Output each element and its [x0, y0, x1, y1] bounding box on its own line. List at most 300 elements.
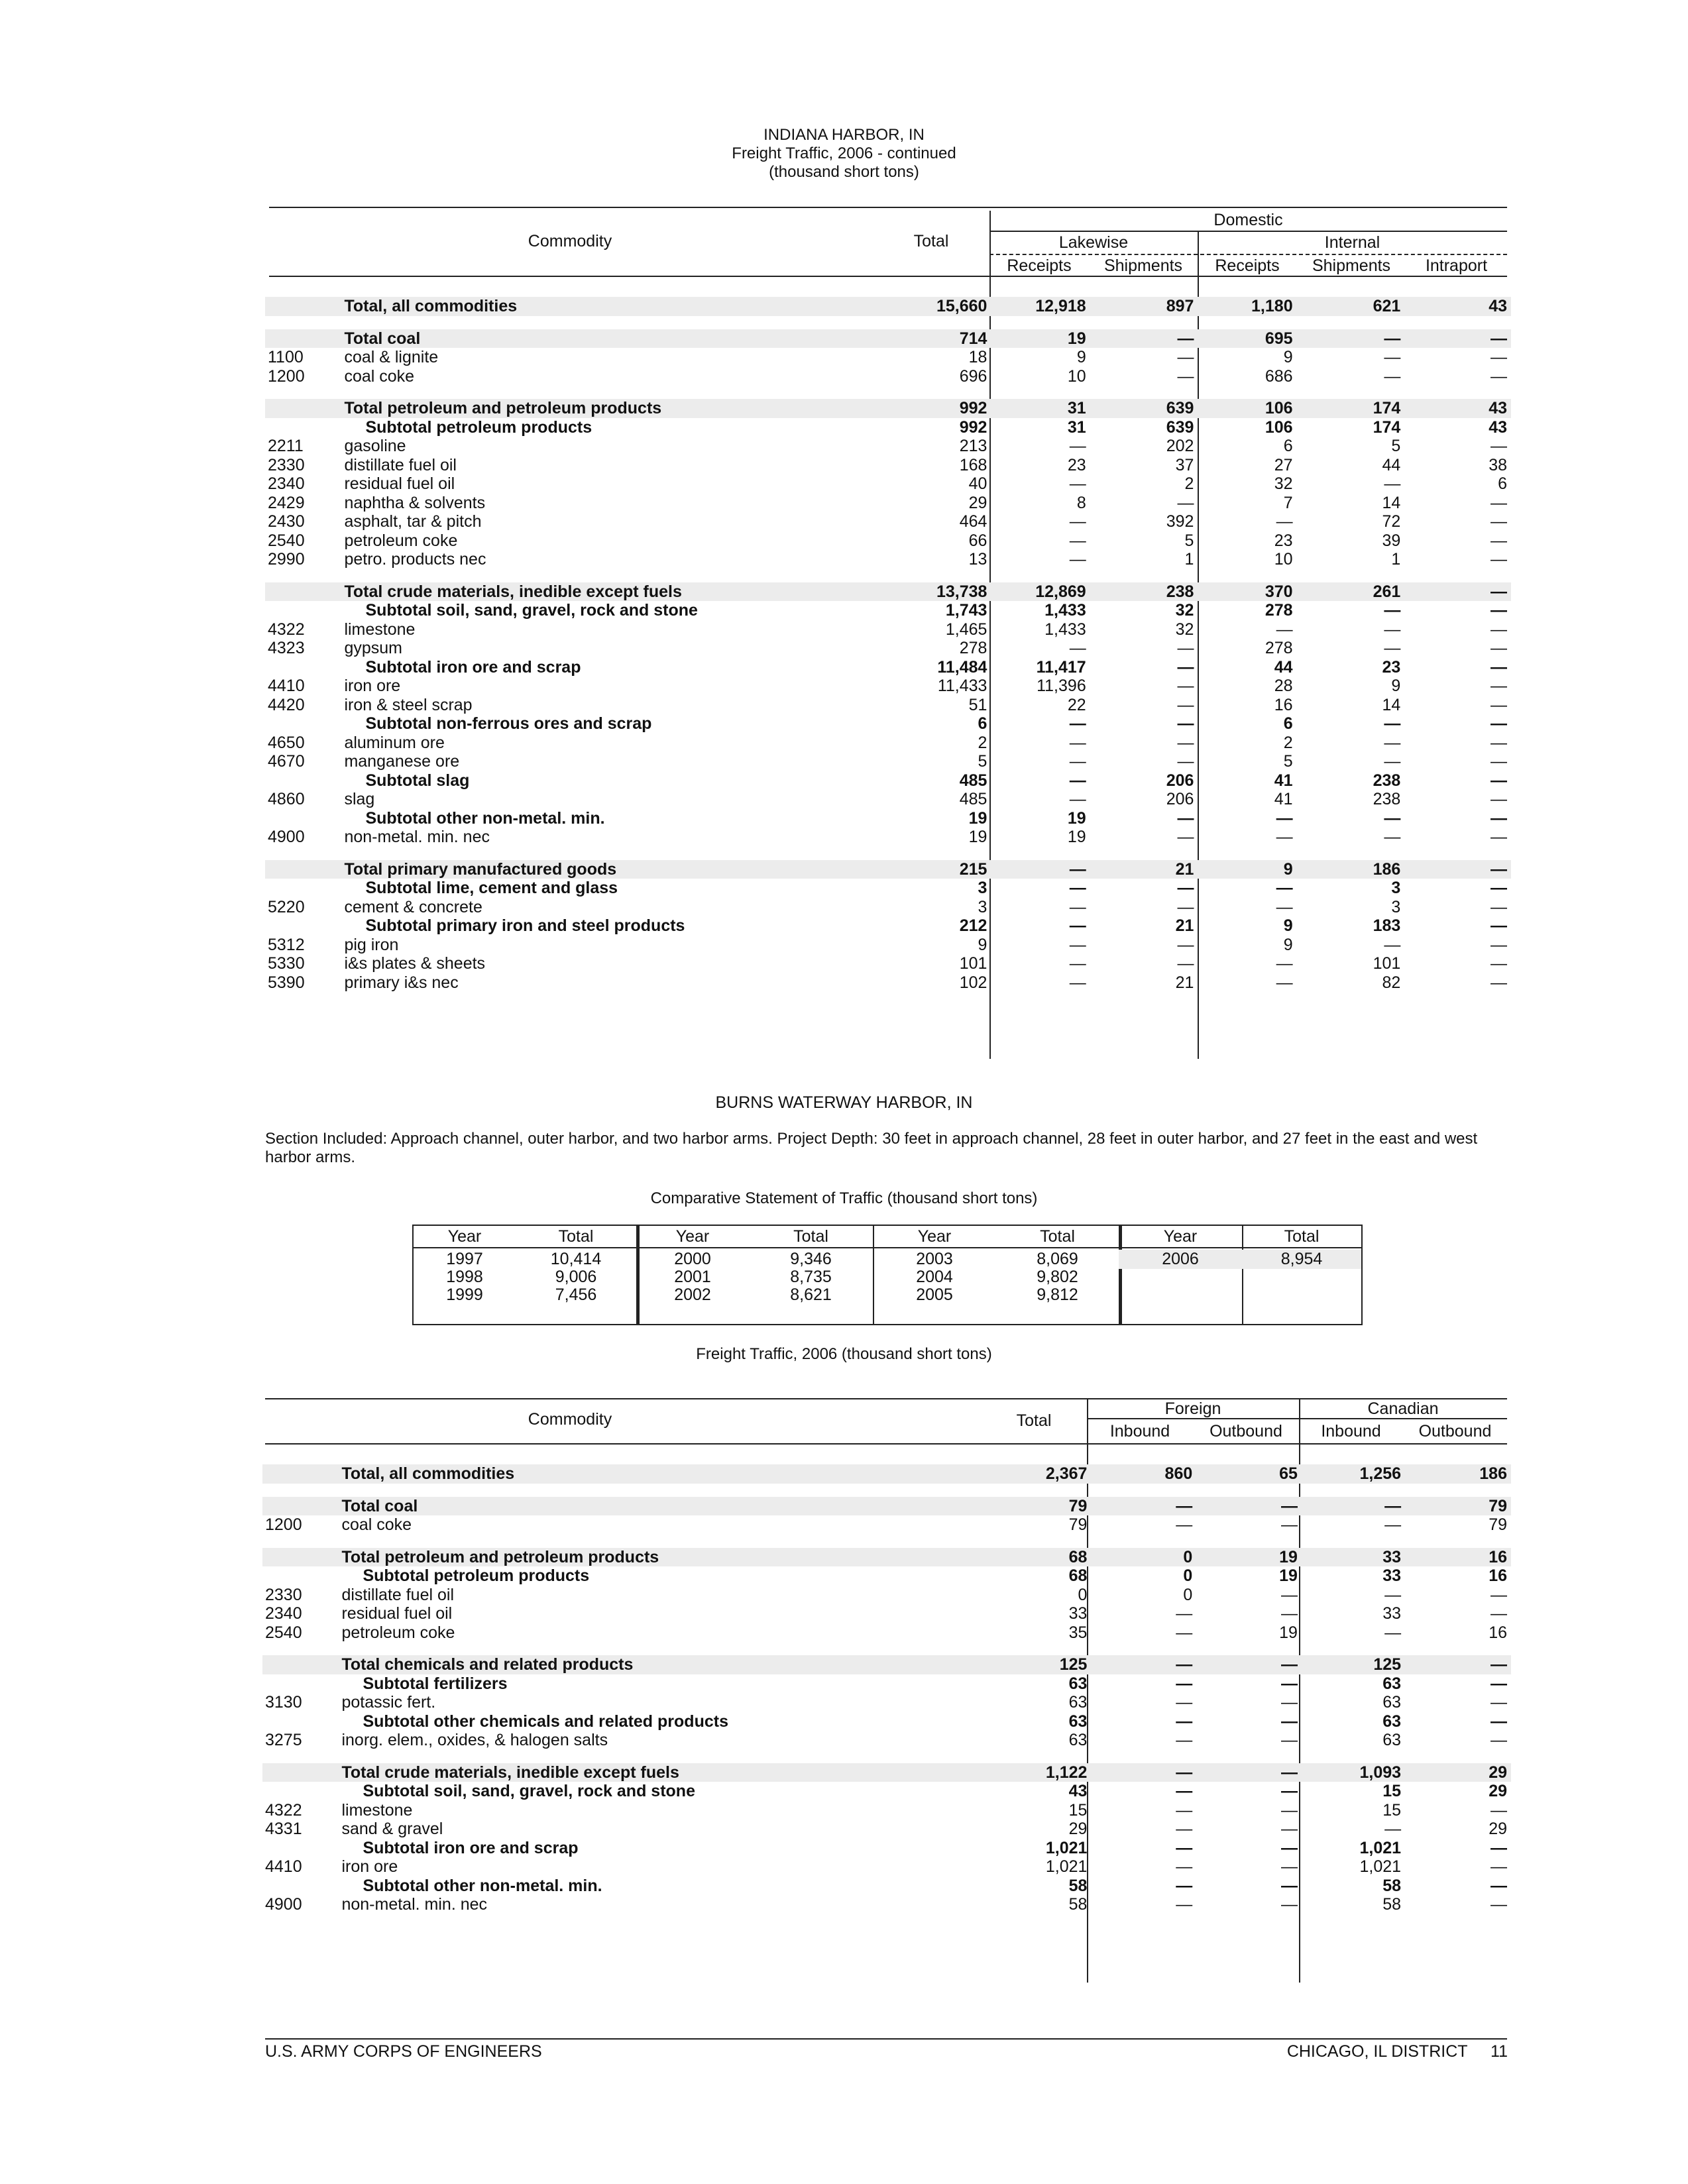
value-cell: 65 — [1196, 1464, 1302, 1484]
indiana-hdr-domestic: Domestic — [1213, 211, 1283, 229]
commodity-name: limestone — [344, 620, 416, 639]
value-cell: 1,122 — [972, 1763, 1092, 1782]
value-cell: 11,417 — [1036, 657, 1086, 677]
indiana-hdr-lakewise: Lakewise — [1058, 233, 1129, 252]
comparative-total-header: Total — [558, 1227, 594, 1246]
value-cell: 206 — [1166, 771, 1194, 790]
commodity-code — [265, 329, 340, 349]
comparative-total: 9,006 — [555, 1268, 597, 1286]
value-cell: 696 — [959, 366, 987, 386]
comparative-year: 2006 — [1119, 1250, 1242, 1269]
value-cell: 12,918 — [991, 297, 1090, 316]
commodity-name: Subtotal iron ore and scrap — [363, 1838, 579, 1857]
value-cell: 897 — [1090, 297, 1198, 316]
value-cell: — — [1280, 1782, 1298, 1800]
value-cell: — — [1491, 531, 1507, 550]
commodity-name: petroleum coke — [341, 1623, 455, 1642]
commodity-name: iron & steel scrap — [344, 695, 473, 714]
comparative-total: 8,069 — [1037, 1250, 1078, 1268]
commodity-code: 4322 — [268, 620, 305, 639]
commodity-code — [262, 1548, 337, 1567]
value-cell: 21 — [1175, 973, 1194, 992]
commodity-name: asphalt, tar & pitch — [344, 512, 482, 531]
value-cell: 102 — [959, 973, 987, 992]
commodity-code: 2540 — [265, 1623, 302, 1642]
value-cell: 2 — [1184, 474, 1194, 493]
value-cell: — — [1384, 1515, 1402, 1534]
table-row — [262, 1877, 1511, 1896]
value-cell: 278 — [959, 639, 987, 657]
value-cell: 215 — [884, 860, 991, 879]
indiana-top-rule — [269, 207, 1507, 208]
value-cell: — — [1491, 752, 1507, 771]
value-cell: 621 — [1297, 297, 1405, 316]
commodity-code — [265, 771, 340, 791]
value-cell: — — [1276, 954, 1293, 973]
comparative-year-header: Year — [447, 1227, 482, 1246]
burns-hdr-foreign-outbound: Outbound — [1210, 1422, 1282, 1441]
comparative-total: 8,954 — [1242, 1250, 1361, 1269]
table-row — [265, 620, 1511, 639]
value-cell: 21 — [1090, 860, 1198, 879]
value-cell: 79 — [1489, 1515, 1507, 1534]
commodity-name: coal coke — [344, 366, 415, 386]
value-cell: — — [1069, 474, 1086, 493]
value-cell: — — [1091, 1655, 1196, 1674]
table-row — [262, 1586, 1511, 1605]
indiana-subtitle: Freight Traffic, 2006 - continued — [732, 144, 956, 162]
value-cell: — — [1177, 714, 1194, 733]
value-cell: 38 — [1489, 455, 1507, 474]
value-cell: 32 — [1175, 601, 1194, 620]
footer-district: CHICAGO, IL DISTRICT — [1286, 2042, 1468, 2061]
commodity-code: 4331 — [265, 1820, 302, 1838]
value-cell: — — [1384, 935, 1401, 954]
value-cell: 19 — [1279, 1623, 1298, 1642]
value-cell: 392 — [1166, 512, 1194, 531]
value-cell: — — [1491, 1731, 1507, 1749]
commodity-code: 4323 — [268, 639, 305, 657]
value-cell: — — [1280, 1876, 1298, 1895]
value-cell: 58 — [1068, 1876, 1088, 1895]
value-cell: — — [1177, 733, 1194, 752]
value-cell: — — [1069, 954, 1086, 973]
value-cell: — — [1384, 733, 1401, 752]
burns-hdr-canadian-outbound: Outbound — [1418, 1422, 1492, 1441]
table-row — [262, 1731, 1511, 1750]
comparative-total: 9,346 — [790, 1250, 832, 1268]
value-cell: 16 — [1489, 1623, 1507, 1642]
table-row — [262, 1763, 1511, 1782]
value-cell: — — [1491, 916, 1507, 935]
burns-header-bottom-rule — [265, 1443, 1507, 1445]
value-cell: — — [1177, 828, 1194, 846]
value-cell: 58 — [1382, 1895, 1402, 1914]
commodity-code — [265, 297, 340, 316]
value-cell: — — [1276, 828, 1293, 846]
value-cell: 63 — [1382, 1712, 1402, 1731]
table-row — [262, 1464, 1511, 1484]
value-cell: 32 — [1274, 474, 1293, 493]
value-cell: — — [1491, 973, 1507, 992]
value-cell: 686 — [1265, 366, 1293, 386]
table-row — [265, 582, 1511, 602]
commodity-code: 4410 — [268, 677, 305, 695]
value-cell: — — [1090, 329, 1198, 349]
value-cell: 183 — [1373, 916, 1401, 935]
value-cell: — — [1177, 808, 1194, 828]
commodity-code: 4322 — [265, 1800, 302, 1820]
indiana-hdr-intraport: Intraport — [1425, 256, 1488, 275]
commodity-code: 5312 — [268, 935, 305, 954]
value-cell: — — [1176, 1895, 1193, 1914]
table-row — [265, 954, 1511, 973]
value-cell: — — [1384, 620, 1401, 639]
value-cell: — — [1491, 1604, 1507, 1623]
value-cell: — — [1491, 808, 1507, 828]
value-cell: — — [1176, 1876, 1193, 1895]
value-cell: 1,743 — [945, 601, 987, 620]
value-cell: — — [1091, 1763, 1196, 1782]
value-cell: 1 — [1391, 550, 1401, 569]
value-cell: — — [1069, 733, 1086, 752]
value-cell: 14 — [1382, 493, 1401, 512]
commodity-name: Total chemicals and related products — [337, 1655, 971, 1674]
value-cell: 5 — [1283, 752, 1293, 771]
value-cell: — — [1491, 695, 1507, 714]
value-cell: — — [1404, 329, 1511, 349]
value-cell: — — [1069, 437, 1086, 455]
value-cell: — — [1176, 1782, 1193, 1800]
value-cell: — — [1177, 897, 1194, 916]
value-cell: 63 — [1068, 1712, 1088, 1731]
value-cell: 101 — [959, 954, 987, 973]
value-cell: — — [1491, 550, 1507, 569]
value-cell: — — [1069, 512, 1086, 531]
commodity-name: petroleum coke — [344, 531, 458, 550]
table-row — [262, 1895, 1511, 1914]
value-cell: 63 — [1382, 1674, 1402, 1693]
value-cell: 0 — [1183, 1585, 1193, 1604]
commodity-name: Total petroleum and petroleum products — [337, 1548, 971, 1567]
footer-left: U.S. ARMY CORPS OF ENGINEERS — [265, 2042, 542, 2061]
value-cell: 29 — [1489, 1820, 1507, 1838]
value-cell: 8 — [1076, 493, 1086, 512]
spacer-row — [265, 386, 1511, 399]
commodity-code: 1200 — [268, 366, 305, 386]
commodity-name: Subtotal other non-metal. min. — [363, 1876, 602, 1895]
commodity-code — [265, 582, 340, 602]
value-cell: 174 — [1373, 417, 1401, 437]
indiana-hdr-receipts: Receipts — [1007, 256, 1072, 275]
value-cell: — — [1491, 790, 1507, 808]
value-cell: 63 — [1068, 1674, 1088, 1693]
value-cell: — — [1280, 1731, 1298, 1749]
value-cell: — — [1069, 790, 1086, 808]
value-cell: 79 — [972, 1497, 1092, 1516]
commodity-code: 4900 — [265, 1895, 302, 1914]
value-cell: — — [1069, 714, 1086, 733]
value-cell: — — [1491, 828, 1507, 846]
table-row — [262, 1604, 1511, 1623]
value-cell: 23 — [1274, 531, 1293, 550]
table-row — [262, 1693, 1511, 1712]
indiana-hdr-receipts-internal: Receipts — [1215, 256, 1280, 275]
commodity-code: 4900 — [268, 828, 305, 846]
value-cell: 68 — [1068, 1566, 1088, 1585]
table-row — [262, 1839, 1511, 1858]
burns-hdr-foreign: Foreign — [1164, 1399, 1221, 1418]
value-cell: 19 — [1067, 828, 1086, 846]
value-cell: — — [1177, 493, 1194, 512]
value-cell: 63 — [1382, 1731, 1402, 1749]
value-cell: 44 — [1274, 657, 1293, 677]
comparative-total: 8,735 — [790, 1268, 832, 1286]
value-cell: 12,869 — [991, 582, 1090, 602]
value-cell: 6 — [978, 714, 987, 733]
commodity-code — [265, 399, 340, 418]
value-cell: 40 — [968, 474, 987, 493]
value-cell: — — [1069, 879, 1086, 897]
value-cell: 35 — [1068, 1623, 1088, 1642]
value-cell: — — [1069, 935, 1086, 954]
value-cell: 16 — [1405, 1548, 1511, 1567]
value-cell: 29 — [1405, 1763, 1511, 1782]
burns-hdr-canadian-inbound: Inbound — [1321, 1422, 1381, 1441]
value-cell: — — [1491, 639, 1507, 657]
table-row — [265, 898, 1511, 917]
table-row — [265, 494, 1511, 513]
value-cell: — — [1069, 752, 1086, 771]
table-row — [265, 437, 1511, 456]
value-cell: 37 — [1175, 455, 1194, 474]
commodity-name: Total crude materials, inedible except fuels — [337, 1763, 971, 1782]
value-cell: — — [1176, 1838, 1193, 1857]
comparative-year: 1997 — [446, 1250, 483, 1268]
value-cell: 186 — [1297, 860, 1405, 879]
burns-comparative-title: Comparative Statement of Traffic (thousand short tons) — [650, 1189, 1038, 1207]
spacer-row — [265, 316, 1511, 329]
indiana-hdr-total: Total — [913, 232, 949, 250]
value-cell: — — [1280, 1585, 1298, 1604]
value-cell: 2 — [978, 733, 987, 752]
value-cell: — — [1280, 1895, 1298, 1914]
value-cell: — — [1176, 1857, 1193, 1876]
value-cell: 33 — [1068, 1604, 1088, 1623]
value-cell: — — [1276, 808, 1293, 828]
value-cell: 5 — [1184, 531, 1194, 550]
value-cell: 15 — [1382, 1782, 1402, 1800]
table-row — [265, 936, 1511, 955]
commodity-name: Total crude materials, inedible except fuels — [340, 582, 884, 602]
table-row — [265, 696, 1511, 715]
commodity-name: manganese ore — [344, 752, 460, 771]
commodity-name: naphtha & solvents — [344, 493, 486, 512]
commodity-name: Subtotal other non-metal. min. — [365, 808, 605, 828]
table-row — [265, 879, 1511, 898]
value-cell: 3 — [978, 897, 987, 916]
commodity-code: 3130 — [265, 1693, 302, 1712]
value-cell: 714 — [884, 329, 991, 349]
value-cell: 15,660 — [884, 297, 991, 316]
table-row — [262, 1782, 1511, 1801]
value-cell: 31 — [991, 399, 1090, 418]
table-row — [265, 809, 1511, 828]
table-row — [265, 297, 1511, 316]
value-cell: 1,256 — [1302, 1464, 1405, 1484]
commodity-code: 4420 — [268, 695, 305, 714]
value-cell: 9 — [1283, 348, 1293, 366]
value-cell: 186 — [1405, 1464, 1511, 1484]
indiana-units: (thousand short tons) — [769, 163, 919, 181]
comparative-year: 2000 — [674, 1250, 711, 1268]
spacer-row — [262, 1484, 1511, 1497]
commodity-name: residual fuel oil — [341, 1604, 453, 1623]
value-cell: — — [1491, 1712, 1507, 1731]
table-row — [265, 456, 1511, 475]
value-cell: — — [1176, 1820, 1193, 1838]
table-row — [265, 348, 1511, 367]
value-cell: 11,433 — [937, 677, 987, 695]
value-cell: 1,465 — [945, 620, 987, 639]
value-cell: — — [1176, 1623, 1193, 1642]
value-cell: 79 — [1405, 1497, 1511, 1516]
value-cell: — — [1491, 493, 1507, 512]
value-cell: 18 — [968, 348, 987, 366]
value-cell: 21 — [1175, 916, 1194, 935]
comparative-year: 1998 — [446, 1268, 483, 1286]
value-cell: — — [1280, 1712, 1298, 1731]
table-row — [265, 418, 1511, 437]
value-cell: 43 — [1489, 417, 1507, 437]
table-row — [262, 1548, 1511, 1567]
commodity-code: 2340 — [268, 474, 305, 493]
value-cell: — — [1177, 752, 1194, 771]
burns-section-text: Section Included: Approach channel, outer harbor, and two harbor arms. Project Depth: 30 feet in approach channel, 28 feet in outer harbor, and 27 feet in the east and west harbor arms. — [265, 1130, 1478, 1166]
value-cell: — — [1404, 582, 1511, 602]
value-cell: — — [1491, 348, 1507, 366]
value-cell: — — [1384, 366, 1401, 386]
commodity-name: residual fuel oil — [344, 474, 455, 493]
value-cell: 16 — [1489, 1566, 1507, 1585]
commodity-code: 2430 — [268, 512, 305, 531]
value-cell: 213 — [959, 437, 987, 455]
commodity-name: iron ore — [341, 1857, 398, 1876]
table-row — [265, 973, 1511, 993]
value-cell: 39 — [1382, 531, 1401, 550]
commodity-code — [265, 601, 340, 620]
table-row — [265, 639, 1511, 658]
commodity-code — [262, 1464, 337, 1484]
spacer-row — [262, 1642, 1511, 1655]
value-cell: 278 — [1265, 639, 1293, 657]
spacer-row — [265, 569, 1511, 582]
value-cell: — — [1384, 1820, 1402, 1838]
table-row — [265, 752, 1511, 771]
value-cell: 66 — [968, 531, 987, 550]
value-cell: — — [1491, 1838, 1507, 1857]
table-row — [265, 790, 1511, 809]
value-cell: 2 — [1283, 733, 1293, 752]
commodity-name: limestone — [341, 1800, 413, 1820]
value-cell: 174 — [1297, 399, 1405, 418]
value-cell: — — [1280, 1820, 1298, 1838]
table-row — [265, 367, 1511, 386]
commodity-code — [265, 879, 340, 898]
table-row — [265, 714, 1511, 734]
value-cell: — — [1069, 897, 1086, 916]
table-row — [265, 512, 1511, 531]
value-cell: 44 — [1382, 455, 1401, 474]
commodity-code: 2340 — [265, 1604, 302, 1623]
comparative-year: 2002 — [674, 1285, 711, 1304]
value-cell: 101 — [1373, 954, 1401, 973]
indiana-title-block — [0, 126, 1688, 182]
commodity-name: Total petroleum and petroleum products — [340, 399, 884, 418]
comparative-total-header: Total — [1284, 1227, 1320, 1246]
commodity-code — [265, 714, 340, 734]
comparative-year-header: Year — [917, 1227, 952, 1246]
value-cell: — — [1176, 1800, 1193, 1820]
commodity-name: Subtotal fertilizers — [363, 1674, 508, 1693]
comparative-year: 2005 — [916, 1285, 953, 1304]
indiana-sub-rule — [989, 254, 1507, 255]
value-cell: — — [1276, 973, 1293, 992]
value-cell: 72 — [1382, 512, 1401, 531]
commodity-code — [265, 809, 340, 828]
commodity-name: Total coal — [337, 1497, 971, 1516]
commodity-name: sand & gravel — [341, 1820, 443, 1838]
value-cell: — — [1491, 601, 1507, 620]
value-cell: — — [991, 860, 1090, 879]
commodity-code — [262, 1655, 337, 1674]
commodity-code — [262, 1712, 337, 1731]
commodity-code: 3275 — [265, 1731, 302, 1749]
indiana-domestic-rule — [989, 231, 1507, 232]
value-cell: 202 — [1166, 437, 1194, 455]
table-row — [262, 1674, 1511, 1694]
value-cell: 992 — [959, 417, 987, 437]
value-cell: 63 — [1068, 1731, 1088, 1749]
value-cell: 3 — [978, 879, 987, 897]
burns-hdr-commodity: Commodity — [528, 1410, 612, 1429]
commodity-code: 1100 — [268, 348, 304, 366]
value-cell: 5 — [978, 752, 987, 771]
commodity-code — [262, 1877, 337, 1896]
value-cell: 41 — [1274, 790, 1293, 808]
value-cell: — — [1177, 657, 1194, 677]
commodity-name: Subtotal primary iron and steel products — [365, 916, 685, 935]
value-cell: 1,433 — [1044, 601, 1086, 620]
commodity-code: 5220 — [268, 897, 305, 916]
value-cell: — — [1069, 639, 1086, 657]
value-cell: — — [1491, 771, 1507, 790]
value-cell: 63 — [1068, 1693, 1088, 1712]
value-cell: 51 — [968, 695, 987, 714]
commodity-code: 4650 — [268, 733, 305, 752]
value-cell: — — [1491, 1693, 1507, 1712]
burns-hdr-canadian: Canadian — [1367, 1399, 1439, 1418]
value-cell: — — [1177, 639, 1194, 657]
commodity-name: Total, all commodities — [337, 1464, 971, 1484]
commodity-code — [265, 418, 340, 437]
value-cell: 1,021 — [1359, 1838, 1402, 1857]
value-cell: 370 — [1198, 582, 1296, 602]
value-cell: 15 — [1068, 1800, 1088, 1820]
burns-freight-title: Freight Traffic, 2006 (thousand short tons) — [696, 1345, 992, 1363]
value-cell: 16 — [1274, 695, 1293, 714]
table-row — [265, 771, 1511, 791]
